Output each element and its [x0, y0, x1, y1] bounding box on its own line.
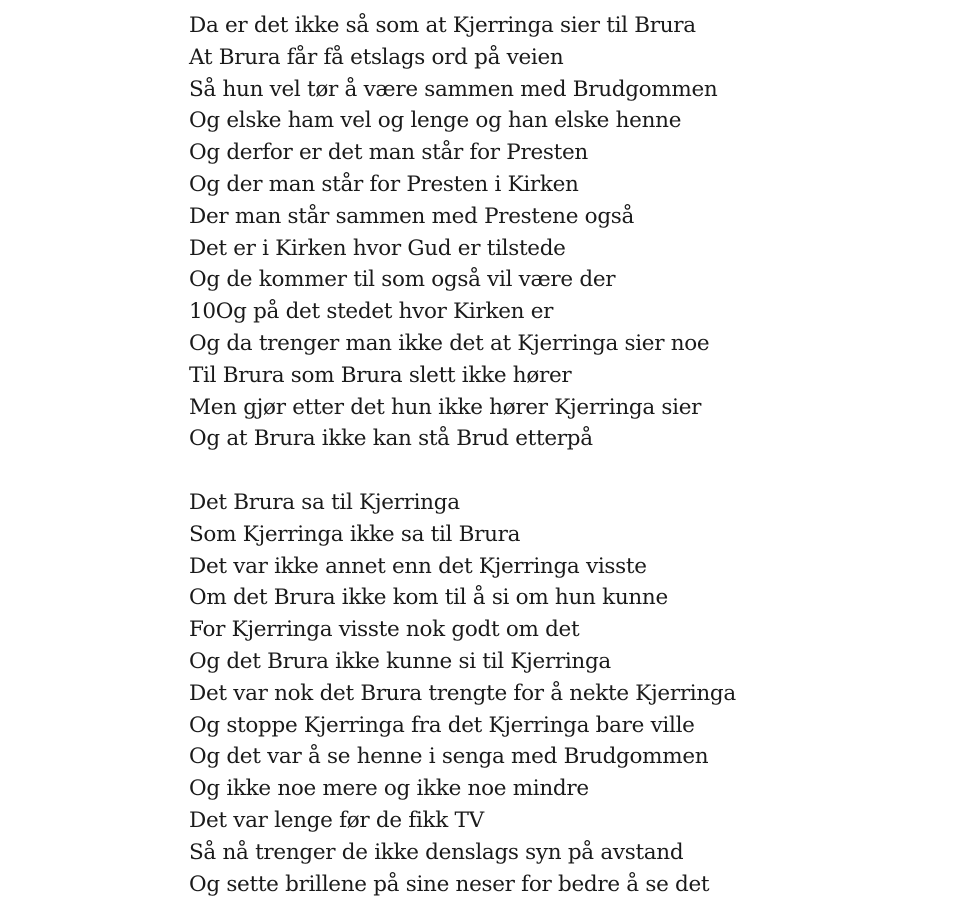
- poem-line: Det var ikke annet enn det Kjerringa visste: [189, 553, 647, 579]
- poem-line: Det er i Kirken hvor Gud er tilstede: [189, 235, 566, 261]
- stanza-2: [189, 487, 949, 900]
- poem-line: Det Brura sa til Kjerringa: [189, 489, 460, 515]
- poem-line: Så nå trenger de ikke denslags syn på avstand: [189, 839, 684, 865]
- poem-line: At Brura får få etslags ord på veien: [189, 44, 564, 70]
- poem-line: Da er det ikke så som at Kjerringa sier til Brura: [189, 13, 696, 38]
- stanza-1: [189, 10, 949, 455]
- poem-line: Og der man står for Presten i Kirken: [189, 171, 579, 197]
- poem-line: Og elske ham vel og lenge og han elske henne: [189, 108, 682, 134]
- poem-line: Men gjør etter det hun ikke hører Kjerringa sier: [189, 394, 702, 420]
- poem-line: Og det var å se henne i senga med Brudgommen: [189, 744, 709, 770]
- poem-text: [189, 10, 949, 900]
- poem-line: Det var nok det Brura trengte for å nekte Kjerringa: [189, 680, 736, 706]
- poem-line: Til Brura som Brura slett ikke hører: [189, 362, 572, 388]
- poem-line: Og ikke noe mere og ikke noe mindre: [189, 776, 589, 802]
- poem-line: Og stoppe Kjerringa fra det Kjerringa bare ville: [189, 712, 695, 738]
- poem-line: Om det Brura ikke kom til å si om hun kunne: [189, 585, 668, 611]
- poem-line: Som Kjerringa ikke sa til Brura: [189, 521, 521, 547]
- poem-line: Så hun vel tør å være sammen med Brudgommen: [189, 76, 718, 102]
- poem-line: Der man står sammen med Prestene også: [189, 203, 635, 229]
- poem-line: Og det Brura ikke kunne si til Kjerringa: [189, 648, 611, 674]
- poem-line: For Kjerringa visste nok godt om det: [189, 617, 580, 643]
- poem-line: Og de kommer til som også vil være der: [189, 267, 616, 293]
- poem-line: Det var lenge før de fikk TV: [189, 807, 484, 833]
- poem-line: Og at Brura ikke kan stå Brud etterpå: [189, 426, 593, 452]
- poem-line: Og derfor er det man står for Presten: [189, 140, 588, 166]
- poem-line: 10Og på det stedet hvor Kirken er: [189, 299, 554, 325]
- poem-line: Og da trenger man ikke det at Kjerringa sier noe: [189, 330, 710, 356]
- poem-line: Og sette brillene på sine neser for bedre å se det: [189, 871, 710, 897]
